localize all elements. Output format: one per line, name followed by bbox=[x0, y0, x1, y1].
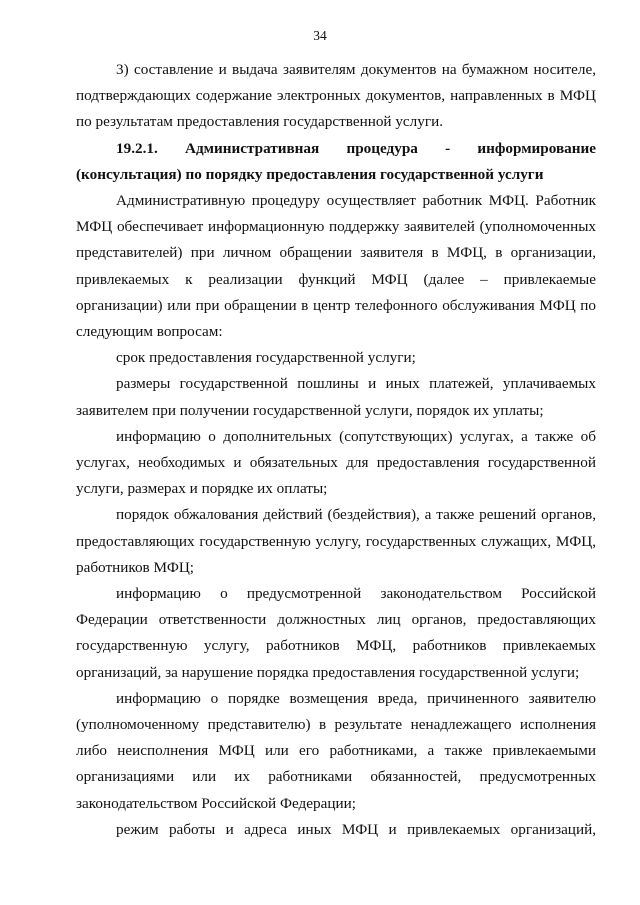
page-number: 34 bbox=[313, 28, 327, 43]
paragraph-procedure-intro: Административную процедуру осуществляет работник МФЦ. Работник МФЦ обеспечивает информационную поддержку заявителей (уполномоченных представителей) при личном обращении заявителя в МФЦ, в организации, привлекаемых к реализации функций МФЦ (далее – привлекаемые организации) или при обращении в центр телефонного обслуживания МФЦ по следующим вопросам: bbox=[76, 192, 596, 341]
paragraph-additional-services: информацию о дополнительных (сопутствующих) услугах, а также об услугах, необходимых и обязательных для предоставления государственной услуги, размерах и порядке их оплаты; bbox=[76, 427, 596, 498]
paragraph-damage-compensation: информацию о порядке возмещения вреда, причиненного заявителю (уполномоченному представителю) в результате ненадлежащего исполнения либо неисполнения МФЦ или его работниками, а также привлекаемыми организациями или их работниками обязанностей, предусмотренных законодательством Российской Федерации; bbox=[76, 689, 596, 812]
document-body bbox=[76, 57, 596, 843]
paragraph-fees: размеры государственной пошлины и иных платежей, уплачиваемых заявителем при получении государственной услуги, порядок их уплаты; bbox=[76, 375, 596, 419]
paragraph-item-3: 3) составление и выдача заявителям документов на бумажном носителе, подтверждающих содержание электронных документов, направленных в МФЦ по результатам предоставления государственной услуги. bbox=[76, 61, 596, 131]
paragraph-work-schedule: режим работы и адреса иных МФЦ и привлекаемых организаций, bbox=[116, 820, 596, 838]
paragraph-term: срок предоставления государственной услуги; bbox=[116, 349, 416, 367]
paragraph-responsibility: информацию о предусмотренной законодательством Российской Федерации ответственности должностных лиц органов, предоставляющих государственную услугу, работников МФЦ, работников привлекаемых организаций, за нарушение порядка предоставления государственной услуги; bbox=[76, 585, 596, 681]
section-heading-19-2-1: 19.2.1. Административная процедура - информирование (консультация) по порядку предоставления государственной услуги bbox=[76, 139, 596, 183]
paragraph-appeal-procedure: порядок обжалования действий (бездействия), а также решений органов, предоставляющих государственную услугу, государственных служащих, МФЦ, работников МФЦ; bbox=[76, 506, 596, 576]
